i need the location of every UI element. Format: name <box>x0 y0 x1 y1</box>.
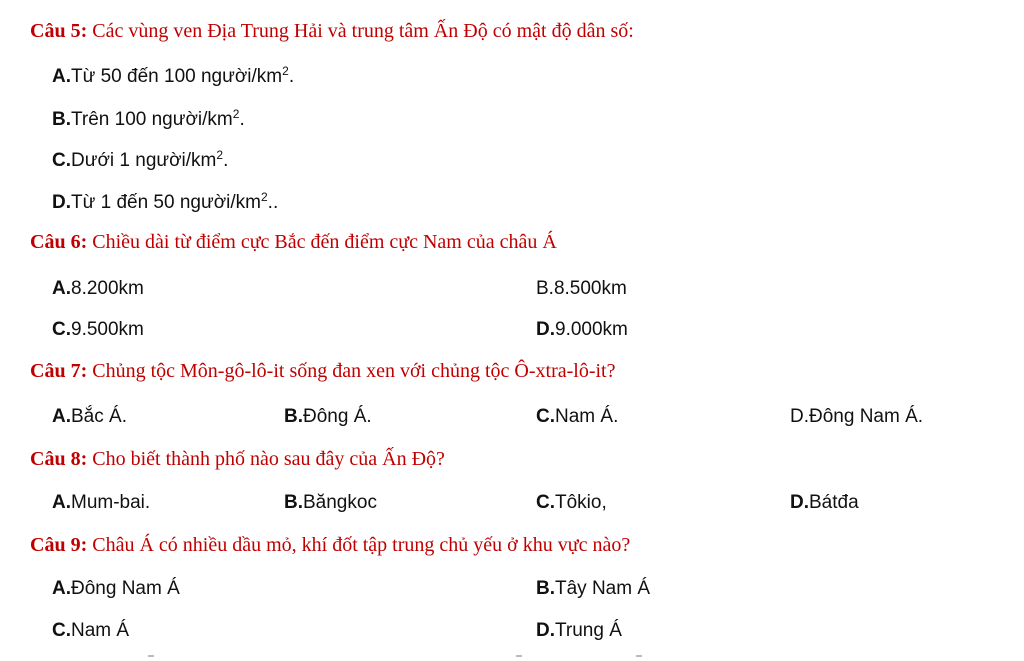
question-6-option-b[interactable]: B.8.500km <box>536 278 627 299</box>
question-9-text: Châu Á có nhiều dầu mỏ, khí đốt tập trung chủ yếu ở khu vực nào? <box>87 534 631 556</box>
question-7-option-c[interactable]: C.Nam Á. <box>536 406 619 427</box>
question-8 <box>30 448 445 471</box>
question-6-number: Câu 6: <box>30 231 88 253</box>
question-9-option-d[interactable]: D.Trung Á <box>536 620 622 641</box>
cropped-mark <box>636 655 642 657</box>
question-7-option-d[interactable]: D.Đông Nam Á. <box>790 406 924 427</box>
question-5 <box>30 20 634 43</box>
question-6-option-d[interactable]: D.9.000km <box>536 319 628 340</box>
cropped-mark <box>516 655 522 657</box>
question-9 <box>30 534 630 557</box>
question-8-option-c[interactable]: C.Tôkio, <box>536 492 607 513</box>
question-6 <box>30 231 557 254</box>
question-7 <box>30 360 616 383</box>
question-7-text: Chủng tộc Môn-gô-lô-it sống đan xen với chủng tộc Ô-xtra-lô-it? <box>87 360 616 382</box>
question-8-option-b[interactable]: B.Băngkoc <box>284 492 377 513</box>
question-8-option-a[interactable]: A.Mum-bai. <box>52 492 151 513</box>
question-7-number: Câu 7: <box>30 360 88 382</box>
question-5-text: Các vùng ven Địa Trung Hải và trung tâm Ấn Độ có mật độ dân số: <box>87 20 634 42</box>
question-9-number: Câu 9: <box>30 534 88 556</box>
question-5-option-a[interactable]: A.Từ 50 đến 100 người/$km^2$. <box>52 64 295 87</box>
question-9-option-a[interactable]: A.Đông Nam Á <box>52 578 180 599</box>
question-7-option-a[interactable]: A.Bắc Á. <box>52 406 127 427</box>
question-6-option-a[interactable]: A.8.200km <box>52 278 144 299</box>
question-9-option-b[interactable]: B.Tây Nam Á <box>536 578 651 599</box>
question-7-option-b[interactable]: B.Đông Á. <box>284 406 372 427</box>
question-8-number: Câu 8: <box>30 448 88 470</box>
question-5-number: Câu 5: <box>30 20 88 42</box>
question-8-text: Cho biết thành phố nào sau đây của Ấn Độ? <box>87 448 445 470</box>
question-5-option-b[interactable]: B.Trên 100 người/$km^2$. <box>52 107 245 130</box>
question-8-option-d[interactable]: D.Bátđa <box>790 492 859 513</box>
cropped-mark <box>148 655 154 657</box>
question-6-text: Chiều dài từ điểm cực Bắc đến điểm cực Nam của châu Á <box>87 231 557 253</box>
question-5-option-c[interactable]: C.Dưới 1 người/$km^2$. <box>52 148 229 171</box>
question-6-option-c[interactable]: C.9.500km <box>52 319 144 340</box>
question-9-option-c[interactable]: C.Nam Á <box>52 620 130 641</box>
question-5-option-d[interactable]: D.Từ 1 đến 50 người/$km^2$.. <box>52 190 279 213</box>
